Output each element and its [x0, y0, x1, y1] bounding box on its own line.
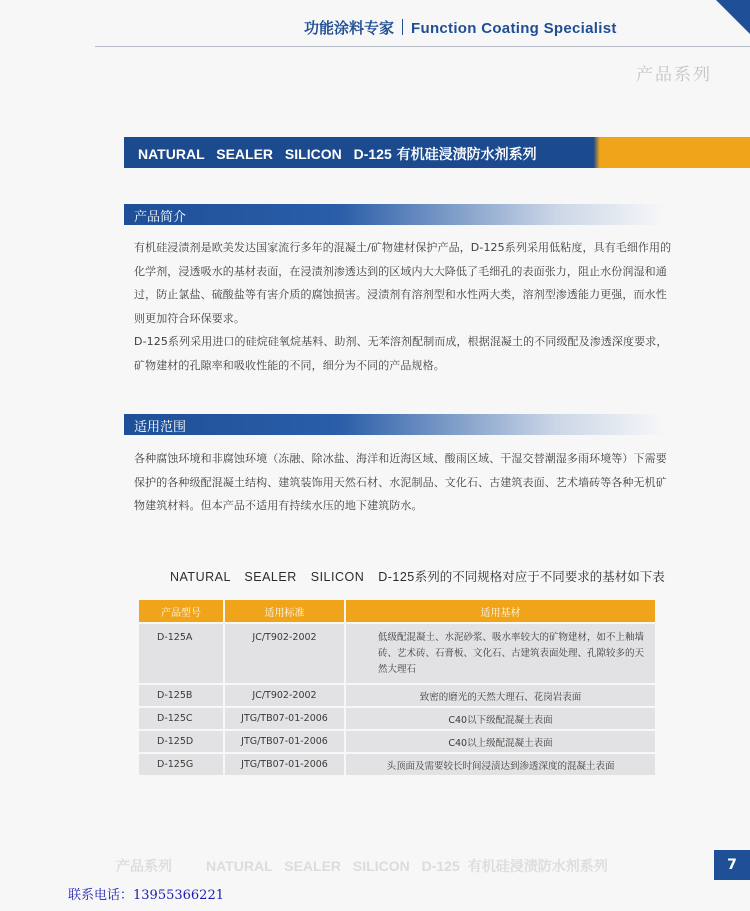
cell-substrate: C40以下级配混凝土表面 — [346, 708, 655, 729]
table-row — [139, 754, 655, 775]
table-heading-cn: 系列的不同规格对应于不同要求的基材如下表 — [414, 569, 665, 584]
table-row — [139, 731, 655, 752]
cell-model: D-125D — [139, 731, 225, 752]
cell-standard: JTG/TB07-01-2006 — [225, 708, 346, 729]
contact-phone: 联系电话：13955366221 — [68, 888, 224, 903]
table-row — [139, 708, 655, 729]
main-banner-en: NATURAL SEALER SILICON D-125 — [138, 146, 392, 162]
header-divider — [402, 19, 403, 35]
footer-series-label: 产品系列 — [116, 859, 172, 875]
header-rule — [95, 46, 750, 47]
table-row — [139, 685, 655, 706]
cell-standard: JC/T902-2002 — [225, 624, 346, 683]
cell-substrate: 低级配混凝土、水泥砂浆、吸水率较大的矿物建材，如不上釉墙砖、艺术砖、石膏板、文化石、古建筑表面处理、孔隙较多的天然大理石 — [346, 624, 655, 683]
scope-paragraph: 各种腐蚀环境和非腐蚀环境（冻融、除冰盐、海洋和近海区域、酸雨区域、干湿交替潮湿多雨环境等）下需要保护的各种级配混凝土结构、建筑装饰用天然石材、水泥制品、文化石、古建筑表面、艺术墙砖等各种无机矿物建筑材料。但本产品不适用有持续水压的地下建筑防水。 — [134, 452, 667, 512]
col-header-standard: 适用标准 — [225, 600, 346, 622]
page-footer — [116, 856, 608, 876]
intro-section-banner — [124, 204, 664, 225]
cell-substrate: C40以上级配混凝土表面 — [346, 731, 655, 752]
cell-standard: JC/T902-2002 — [225, 685, 346, 706]
scope-section-banner — [124, 414, 664, 435]
main-banner-text — [138, 144, 537, 164]
intro-paragraph-1: 有机硅浸渍剂是欧美发达国家流行多年的混凝土/矿物建材保护产品，D-125系列采用低粘度，具有毛细作用的化学剂，浸透吸水的基材表面，在浸渍剂渗透达到的区域内大大降低了毛细孔的表面张力，阻止水份润湿和通过，防止氯盐、硫酸盐等有害介质的腐蚀损害。浸渍剂有溶剂型和水性两大类，溶剂型渗透能力更强，而水性则更加符合环保要求。 — [134, 241, 672, 325]
footer-en: NATURAL SEALER SILICON D-125 — [206, 858, 460, 874]
header-en-title: Function Coating Specialist — [411, 20, 617, 37]
intro-heading: 产品简介 — [134, 210, 187, 225]
page-header-title — [304, 17, 617, 38]
intro-paragraph-2: D-125系列采用进口的硅烷硅氧烷基料、助剂、无苯溶剂配制而成，根据混凝土的不同级配及渗透深度要求，矿物建材的孔隙率和吸收性能的不同，细分为不同的产品规格。 — [134, 335, 668, 372]
table-heading — [170, 567, 665, 585]
cell-substrate: 头顶面及需要较长时间浸渍达到渗透深度的混凝土表面 — [346, 754, 655, 775]
main-banner-cn: 有机硅浸渍防水剂系列 — [396, 147, 537, 163]
cell-model: D-125A — [139, 624, 225, 683]
cell-model: D-125G — [139, 754, 225, 775]
table-heading-en: NATURAL SEALER SILICON D-125 — [170, 570, 415, 584]
table-header-row — [139, 600, 655, 622]
footer-cn: 有机硅浸渍防水剂系列 — [467, 859, 608, 875]
corner-decoration — [716, 0, 750, 34]
cell-standard: JTG/TB07-01-2006 — [225, 731, 346, 752]
cell-model: D-125C — [139, 708, 225, 729]
col-header-substrate: 适用基材 — [346, 600, 655, 622]
spec-table — [139, 598, 655, 777]
cell-model: D-125B — [139, 685, 225, 706]
col-header-model: 产品型号 — [139, 600, 225, 622]
main-banner — [124, 137, 750, 168]
cell-substrate: 致密的磨光的天然大理石、花岗岩表面 — [346, 685, 655, 706]
page-number: 7 — [714, 850, 750, 880]
table-row — [139, 624, 655, 683]
header-cn-title: 功能涂料专家 — [304, 19, 395, 37]
cell-standard: JTG/TB07-01-2006 — [225, 754, 346, 775]
series-label: 产品系列 — [636, 65, 712, 85]
scope-heading: 适用范围 — [134, 420, 187, 435]
